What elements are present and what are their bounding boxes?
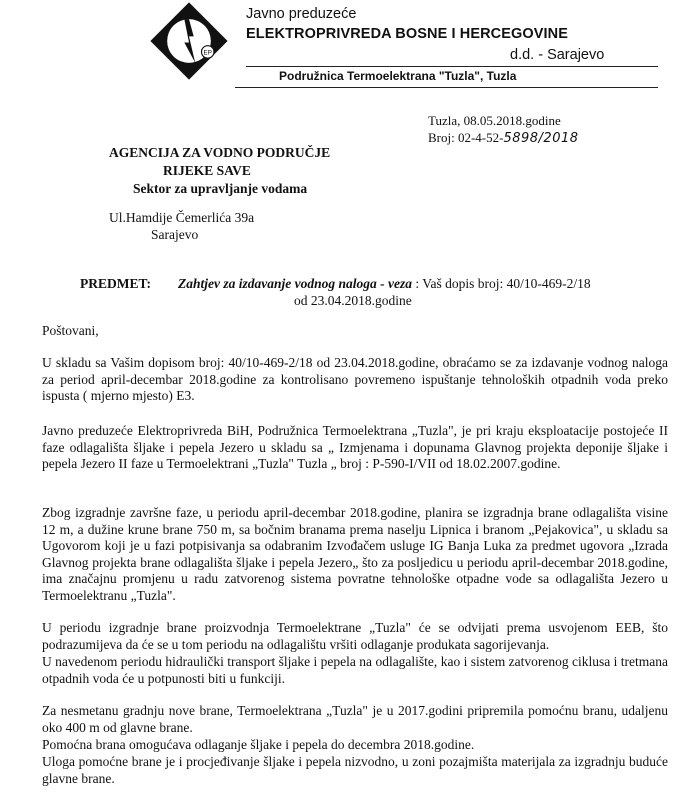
subject-block <box>80 275 591 309</box>
recipient-line-1: AGENCIJA ZA VODNO PODRUČJE <box>109 145 331 160</box>
subject-label: PREDMET: <box>80 276 151 291</box>
salutation: Poštovani, <box>42 323 99 338</box>
subject-ref-line-1: : Vaš dopis broj: 40/10-469-2/18 <box>415 276 591 291</box>
recipient-line-3: Sektor za upravljanje vodama <box>133 181 308 196</box>
paragraph-8: Uloga pomoćne brane je i procjeđivanje šljake i pepela nizvodno, u zoni pozajmišta materijala za izgradnju buduće glavne brane. <box>42 754 668 786</box>
header-rule-bottom <box>235 87 658 88</box>
recipient-address <box>109 209 254 243</box>
company-suffix: d.d. - Sarajevo <box>510 47 605 63</box>
paragraph-3: Zbog izgradnje završne faze, u periodu april-decembar 2018.godine, planira se izgradnja brane odlagališta visine 12 m, a dužine krune brane 750 m, sa bočnim branama prema naselju Lipnica i branom „Pejakovica", u skladu sa Ugovorom koji je u fazi potpisivanja sa odabranim Izvođačem usluge IG Banja Luka za predmet ugovora „Izrada Glavnog projekta brane odlagališta šljake i pepela Jezero„ što za posljedicu u periodu april-decembar 2018.godine, ima značajnu promjenu u radu zatvorenog sistema povratne tehnološke otpadne vode sa odlagališta Jezero u Termoelektranu „Tuzla". <box>42 505 668 603</box>
company-type: Javno preduzeće <box>246 6 357 22</box>
reference-prefix: Broj: 02-4-52- <box>428 130 504 145</box>
handwritten-reference: 5898/2018 <box>503 131 579 146</box>
place-date: Tuzla, 08.05.2018.godine <box>428 113 561 128</box>
recipient-block <box>109 144 330 198</box>
date-reference-block <box>428 112 579 147</box>
reference-number <box>428 129 579 147</box>
paragraph-2: Javno preduzeće Elektroprivreda BiH, Podružnica Termoelektrana „Tuzla", je pri kraju eksploatacije postojeće II faze odlagališta šljake i pepela Jezero u skladu sa „ Izmjenama i dopunama Glavnog projekta deponije šljake i pepela Jezero II faze u Termoelektrani „Tuzla" Tuzla „ broj : P-590-I/VII od 18.02.2007.godine. <box>42 423 668 471</box>
subject-ref-line-2: od 23.04.2018.godine <box>294 293 412 308</box>
branch-name: Podružnica Termoelektrana "Tuzla", Tuzla <box>279 69 517 83</box>
recipient-city: Sarajevo <box>151 227 199 242</box>
svg-text:EP: EP <box>203 49 212 57</box>
paragraph-5: U navedenom periodu hidraulički transport šljake i pepela na odlagalište, kao i sistem zatvorenog ciklusa i tretmana otpadnih voda će u potpunosti biti u funkciji. <box>42 654 668 686</box>
company-name: ELEKTROPRIVREDA BOSNE I HERCEGOVINE <box>246 26 569 42</box>
company-logo <box>150 2 228 80</box>
recipient-street: Ul.Hamdije Čemerlića 39a <box>109 210 255 225</box>
paragraph-4: U periodu izgradnje brane proizvodnja Termoelektrane „Tuzla" će se odvijati prema usvojenom EEB, što podrazumijeva da će se u tom periodu na odlagalištu vršiti odlaganje produkata sagorijevanja. <box>42 620 668 652</box>
subject-title: Zahtjev za izdavanje vodnog naloga - veza <box>178 276 412 291</box>
paragraph-6: Za nesmetanu gradnju nove brane, Termoelektrana „Tuzla" je u 2017.godini pripremila pomoćnu branu, udaljenu oko 400 m od glavne brane. <box>42 703 668 735</box>
paragraph-1: U skladu sa Vašim dopisom broj: 40/10-469-2/18 od 23.04.2018.godine, obraćamo se za izdavanje vodnog naloga za period april-decembar 2018.godine za kontrolisano povremeno ispuštanje tehnoloških otpadnih voda preko ispusta ( mjerno mjesto) E3. <box>42 355 668 403</box>
paragraph-7: Pomoćna brana omogućava odlaganje šljake i pepela do decembra 2018.godine. <box>42 737 475 752</box>
header-rule-top <box>246 66 658 67</box>
recipient-line-2: RIJEKE SAVE <box>163 163 251 178</box>
